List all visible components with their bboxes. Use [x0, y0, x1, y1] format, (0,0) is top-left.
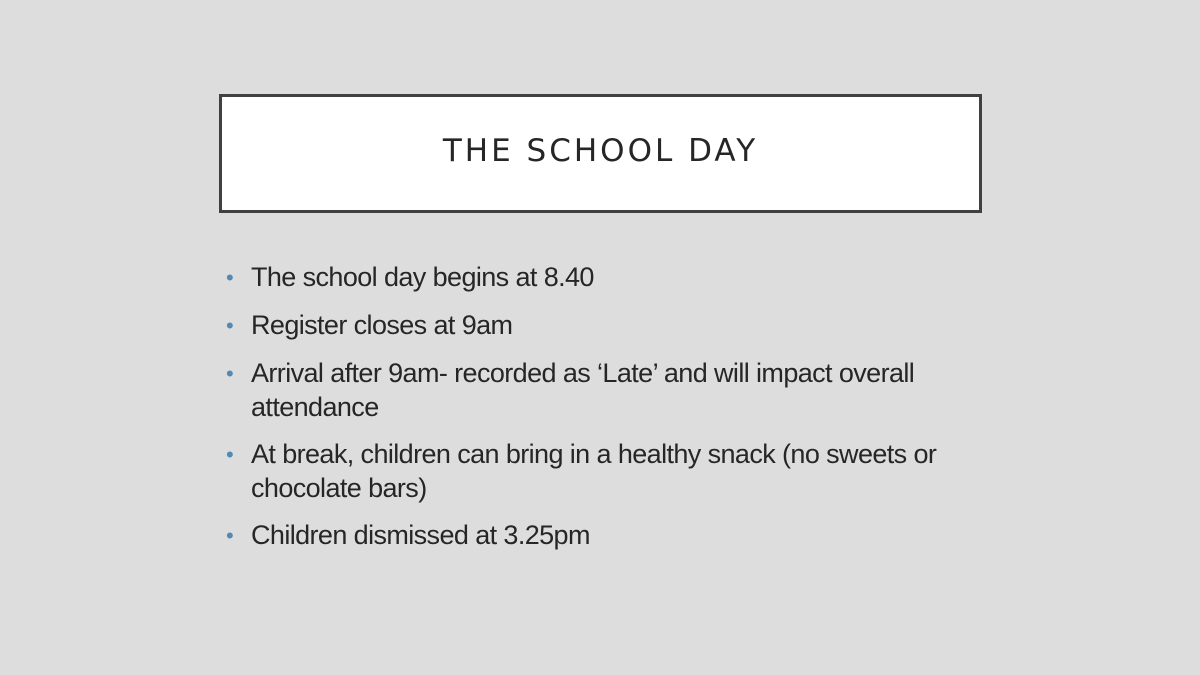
bullet-dot-icon: •: [226, 265, 234, 290]
bullet-dot-icon: •: [226, 361, 234, 386]
bullet-list: [226, 260, 956, 566]
bullet-dot-icon: •: [226, 523, 234, 548]
bullet-text: Arrival after 9am- recorded as ‘Late’ and will impact overall attendance: [251, 358, 915, 422]
bullet-text: Children dismissed at 3.25pm: [251, 520, 590, 550]
bullet-item: [226, 260, 956, 295]
bullet-item: [226, 308, 956, 343]
bullet-item: [226, 437, 956, 505]
bullet-dot-icon: •: [226, 313, 234, 338]
bullet-text: Register closes at 9am: [251, 310, 513, 340]
bullet-item: [226, 356, 956, 424]
bullet-dot-icon: •: [226, 442, 234, 467]
bullet-item: [226, 518, 956, 553]
bullet-text: At break, children can bring in a healthy snack (no sweets or chocolate bars): [251, 439, 937, 503]
title-box: [219, 94, 982, 213]
bullet-text: The school day begins at 8.40: [251, 262, 594, 292]
slide-title: THE SCHOOL DAY: [442, 132, 759, 169]
